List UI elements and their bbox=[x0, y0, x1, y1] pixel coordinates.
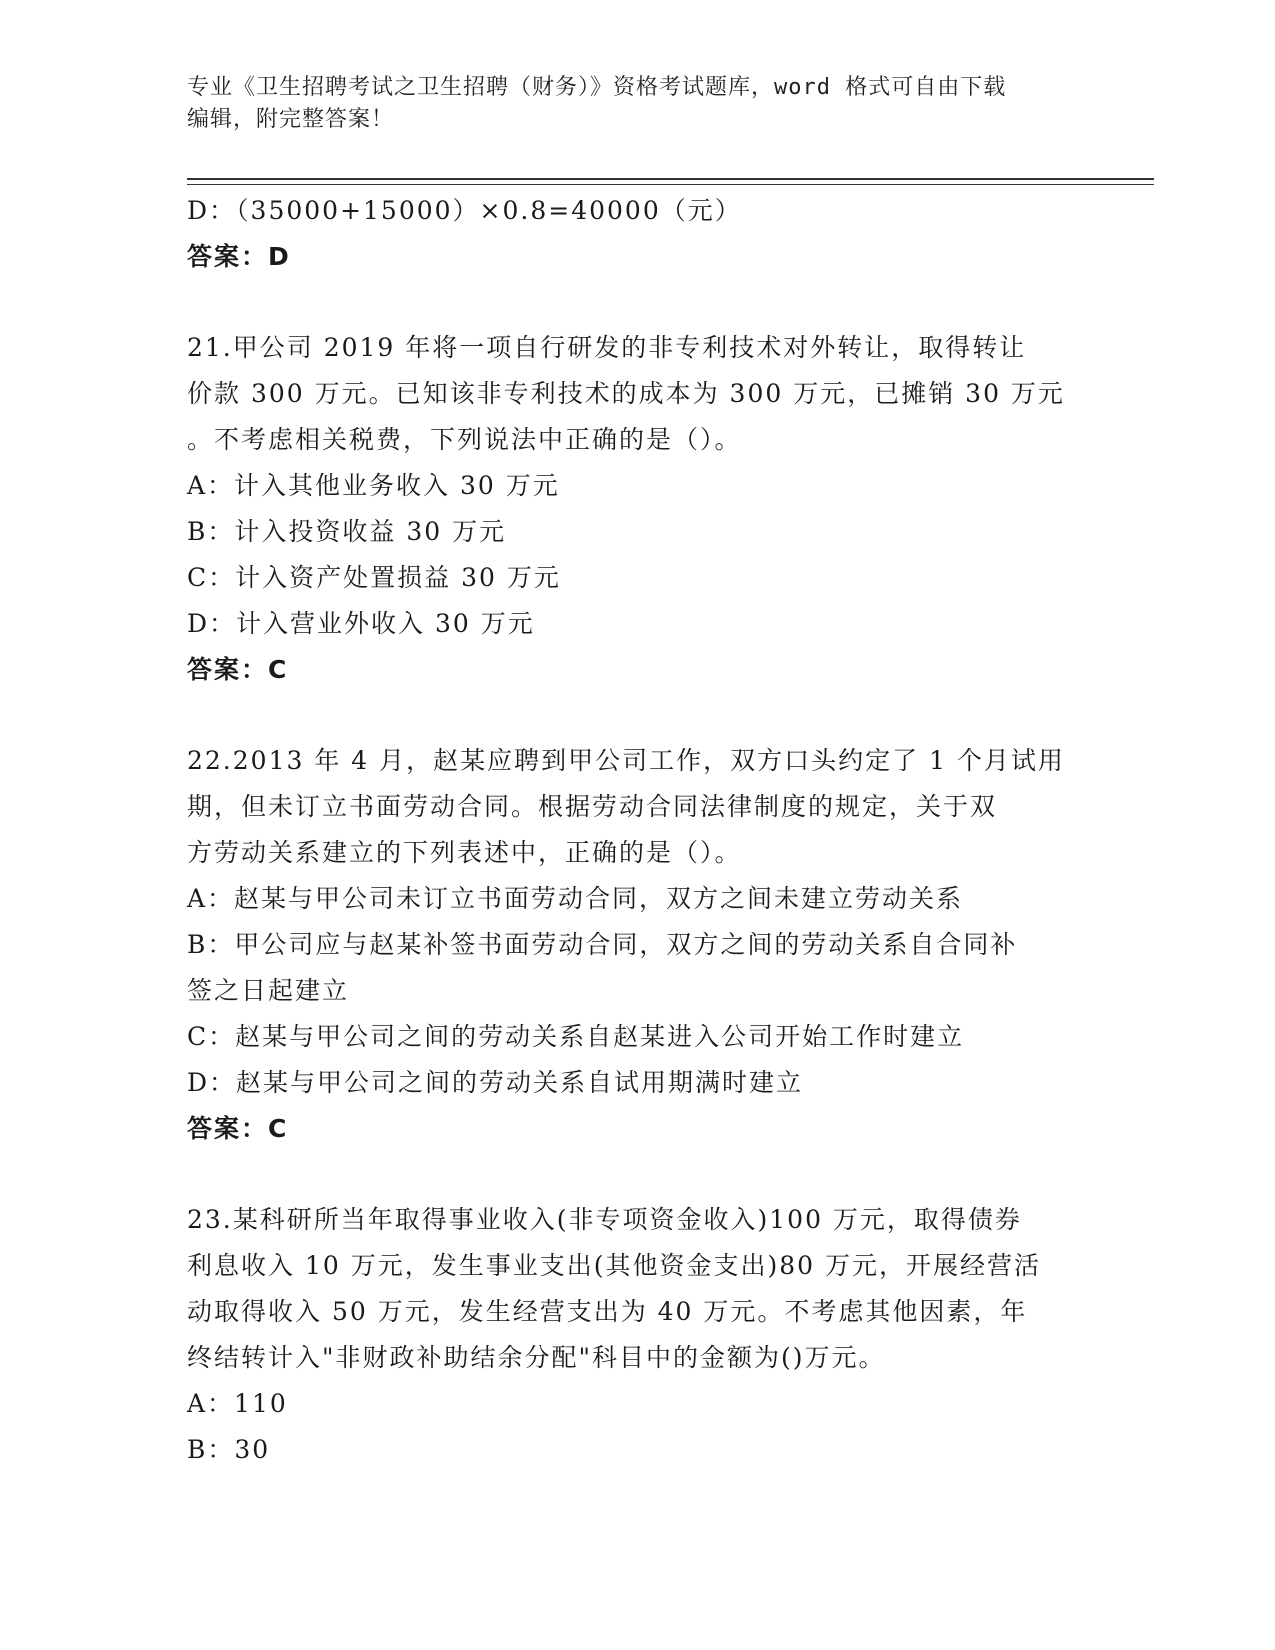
header-line-2: 编辑，附完整答案！ bbox=[187, 107, 395, 132]
document-header bbox=[187, 72, 1087, 136]
question-stem-line: 23.某科研所当年取得事业收入(非专项资金收入)100 万元，取得债券 bbox=[187, 1205, 1022, 1234]
document-body bbox=[187, 188, 1087, 1473]
spacer bbox=[187, 280, 1087, 325]
question-stem-line: 方劳动关系建立的下列表述中，正确的是（）。 bbox=[187, 838, 742, 867]
question-stem-line: 。不考虑相关税费，下列说法中正确的是（）。 bbox=[187, 425, 742, 454]
option-b: B：甲公司应与赵某补签书面劳动合同，双方之间的劳动关系自合同补 bbox=[187, 930, 1018, 959]
header-divider-thin bbox=[187, 184, 1154, 185]
question-stem-line: 动取得收入 50 万元，发生经营支出为 40 万元。不考虑其他因素，年 bbox=[187, 1297, 1028, 1326]
question-22 bbox=[187, 738, 1087, 1152]
option-d: D：（35000+15000）×0.8=40000（元） bbox=[187, 196, 742, 225]
question-21 bbox=[187, 325, 1087, 693]
header-divider bbox=[187, 178, 1154, 180]
question-stem-line: 期，但未订立书面劳动合同。根据劳动合同法律制度的规定，关于双 bbox=[187, 792, 998, 821]
header-line-1: 专业《卫生招聘考试之卫生招聘（财务）》资格考试题库，word 格式可自由下载 bbox=[187, 75, 1007, 100]
question-stem-line: 22.2013 年 4 月，赵某应聘到甲公司工作，双方口头约定了 1 个月试用 bbox=[187, 746, 1065, 775]
option-d: D：赵某与甲公司之间的劳动关系自试用期满时建立 bbox=[187, 1068, 804, 1097]
answer-line: 答案：C bbox=[187, 1114, 289, 1143]
option-a: A：计入其他业务收入 30 万元 bbox=[187, 471, 560, 500]
option-c: C：赵某与甲公司之间的劳动关系自赵某进入公司开始工作时建立 bbox=[187, 1022, 965, 1051]
question-stem-line: 价款 300 万元。已知该非专利技术的成本为 300 万元，已摊销 30 万元 bbox=[187, 379, 1065, 408]
spacer bbox=[187, 1152, 1087, 1197]
option-b-continued: 签之日起建立 bbox=[187, 976, 350, 1005]
option-d: D：计入营业外收入 30 万元 bbox=[187, 609, 535, 638]
question-stem-line: 利息收入 10 万元，发生事业支出(其他资金支出)80 万元，开展经营活 bbox=[187, 1251, 1041, 1280]
option-a: A：110 bbox=[187, 1389, 288, 1418]
answer-line: 答案：D bbox=[187, 242, 291, 271]
option-c: C：计入资产处置损益 30 万元 bbox=[187, 563, 561, 592]
option-b: B：30 bbox=[187, 1435, 271, 1464]
question-23 bbox=[187, 1197, 1087, 1473]
option-b: B：计入投资收益 30 万元 bbox=[187, 517, 507, 546]
question-stem-line: 21.甲公司 2019 年将一项自行研发的非专利技术对外转让，取得转让 bbox=[187, 333, 1027, 362]
answer-line: 答案：C bbox=[187, 655, 289, 684]
option-a: A：赵某与甲公司未订立书面劳动合同，双方之间未建立劳动关系 bbox=[187, 884, 964, 913]
spacer bbox=[187, 693, 1087, 738]
question-stem-line: 终结转计入"非财政补助结余分配"科目中的金额为()万元。 bbox=[187, 1343, 886, 1372]
